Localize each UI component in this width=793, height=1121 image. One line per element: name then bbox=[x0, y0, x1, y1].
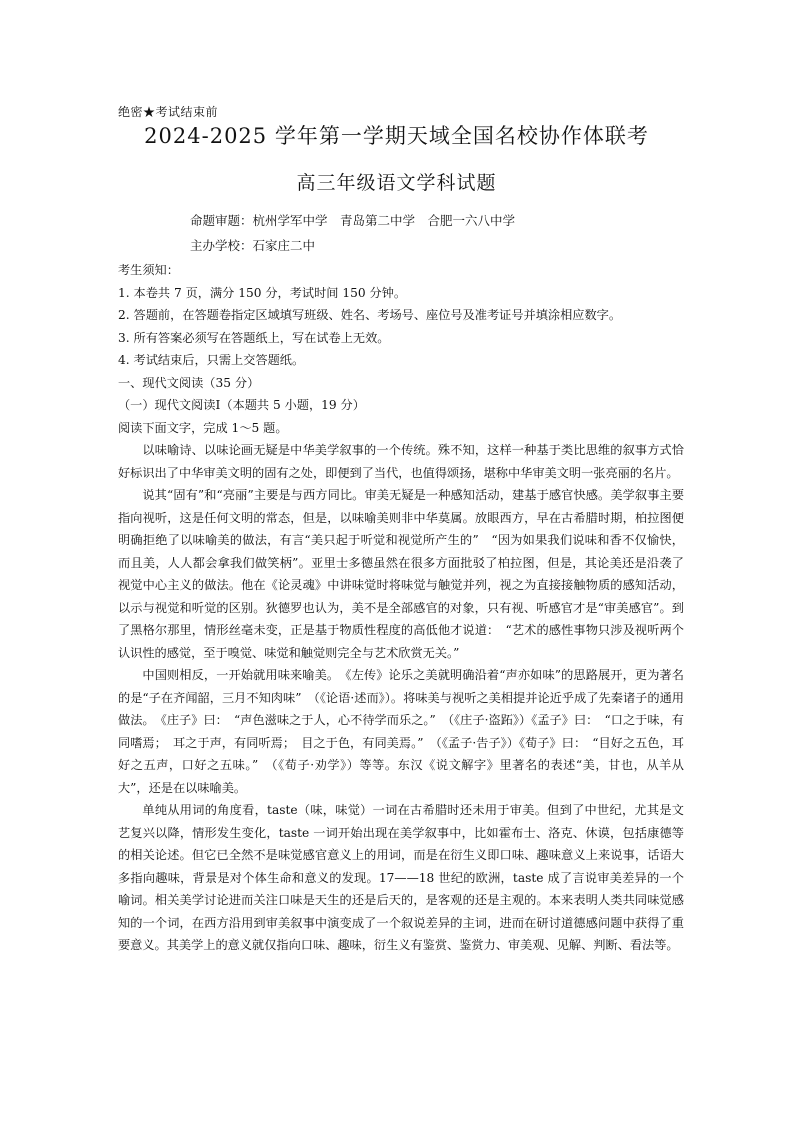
passage-paragraph: 中国则相反，一开始就用味来喻美。 《左传》论乐之美就明确沿着“声亦如味”的思路展开，更为著名的是“子在齐闻韶，三月不知肉味” （《论语·述而》）。将味美与视听之美相提并论近乎成了先秦诸子的通用做法。 《庄子》曰： “声色滋味之于人，心不待学而乐之。” （《庄子·盗跖》）《孟子》曰： “口之于味，有同嗜焉； 耳之于声，有同听焉； 目之于色，有同美焉。” （《孟子·告子》）《荀子》曰： “目好之五色，耳好之五声，口好之五味。” （《荀子·劝学》）等等。东汉《说文解字》里著名的表述“美，甘也，从羊从大”，还是在以味喻美。 bbox=[118, 668, 684, 795]
notice-item: 3. 所有答案必须写在答题纸上，写在试卷上无效。 bbox=[118, 330, 390, 345]
notice-item: 1. 本卷共 7 页，满分 150 分，考试时间 150 分钟。 bbox=[118, 285, 407, 300]
exam-body bbox=[118, 259, 684, 957]
proposer-schools: 命题审题：杭州学军中学 青岛第二中学 合肥一六八中学 bbox=[190, 213, 516, 228]
secret-label: 绝密★考试结束前 bbox=[118, 105, 219, 119]
exam-title: 2024-2025 学年第一学期天域全国名校协作体联考 bbox=[144, 124, 649, 148]
section-subheading: （一）现代文阅读Ⅰ（本题共 5 小题，19 分） bbox=[118, 398, 365, 412]
passage-paragraph: 说其“固有”和“亮丽”主要是与西方同比。审美无疑是一种感知活动，建基于感官快感。美学叙事主要指向视听，这是任何文明的常态，但是，以味喻美则非中华莫属。放眼西方，早在古希腊时期，柏拉图便明确拒绝了以味喻美的做法，有言“美只起于听觉和视觉所产生的” “因为如果我们说味和香不仅愉快，而且美，人人都会拿我们做笑柄”。亚里士多德虽然在很多方面批驳了柏拉图，但是，其论美还是沿袭了视觉中心主义的做法。他在《论灵魂》中讲味觉时将味觉与触觉并列，视之为直接接触物质的感知活动，以示与视觉和听觉的区别。狄德罗也认为，美不是全部感官的对象，只有视、听感官才是“审美感官”。到了黑格尔那里，情形丝毫未变，正是基于物质性程度的高低他才说道： “艺术的感性事物只涉及视听两个认识性的感觉，至于嗅觉、味觉和触觉则完全与艺术欣赏无关。” bbox=[118, 488, 684, 660]
passage-paragraph: 以味喻诗、以味论画无疑是中华美学叙事的一个传统。殊不知，这样一种基于类比思维的叙事方式恰好标识出了中华审美文明的固有之处，即便到了当代，也值得颂扬，堪称中华审美文明一张亮丽的名片。 bbox=[118, 443, 684, 480]
notice-item: 2. 答题前，在答题卷指定区域填写班级、姓名、考场号、座位号及准考证号并填涂相应数字。 bbox=[118, 308, 622, 322]
section-heading: 一、现代文阅读（35 分） bbox=[118, 375, 260, 390]
notice-item: 4. 考试结束后，只需上交答题纸。 bbox=[118, 353, 305, 367]
notice-heading: 考生须知： bbox=[118, 263, 179, 277]
reading-instruction: 阅读下面文字，完成 1～5 题。 bbox=[118, 420, 288, 435]
exam-subtitle: 高三年级语文学科试题 bbox=[296, 172, 497, 194]
host-school: 主办学校：石家庄二中 bbox=[190, 238, 316, 253]
passage-paragraph: 单纯从用词的角度看，taste（味，味觉）一词在古希腊时还未用于审美。但到了中世纪，尤其是文艺复兴以降，情形发生变化，taste 一词开始出现在美学叙事中，比如霍布士、洛克、休谟，包括康德等的相关论述。但它已全然不是味觉感官意义上的用词，而是在衍生义即口味、趣味意义上来说事，话语大多指向趣味，背景是对个体生命和意义的发现。17——18 世纪的欧洲，taste 成了言说审美差异的一个喻词。相关美学讨论进而关注口味是天生的还是后天的，是客观的还是主观的。本来表明人类共同味觉感知的一个词，在西方沿用到审美叙事中演变成了一个叙说差异的主词，进而在研讨道德感问题中获得了重要意义。其美学上的意义就仅指向口味、趣味，衍生义有鉴赏、鉴赏力、审美观、见解、判断、看法等。 bbox=[118, 803, 684, 952]
